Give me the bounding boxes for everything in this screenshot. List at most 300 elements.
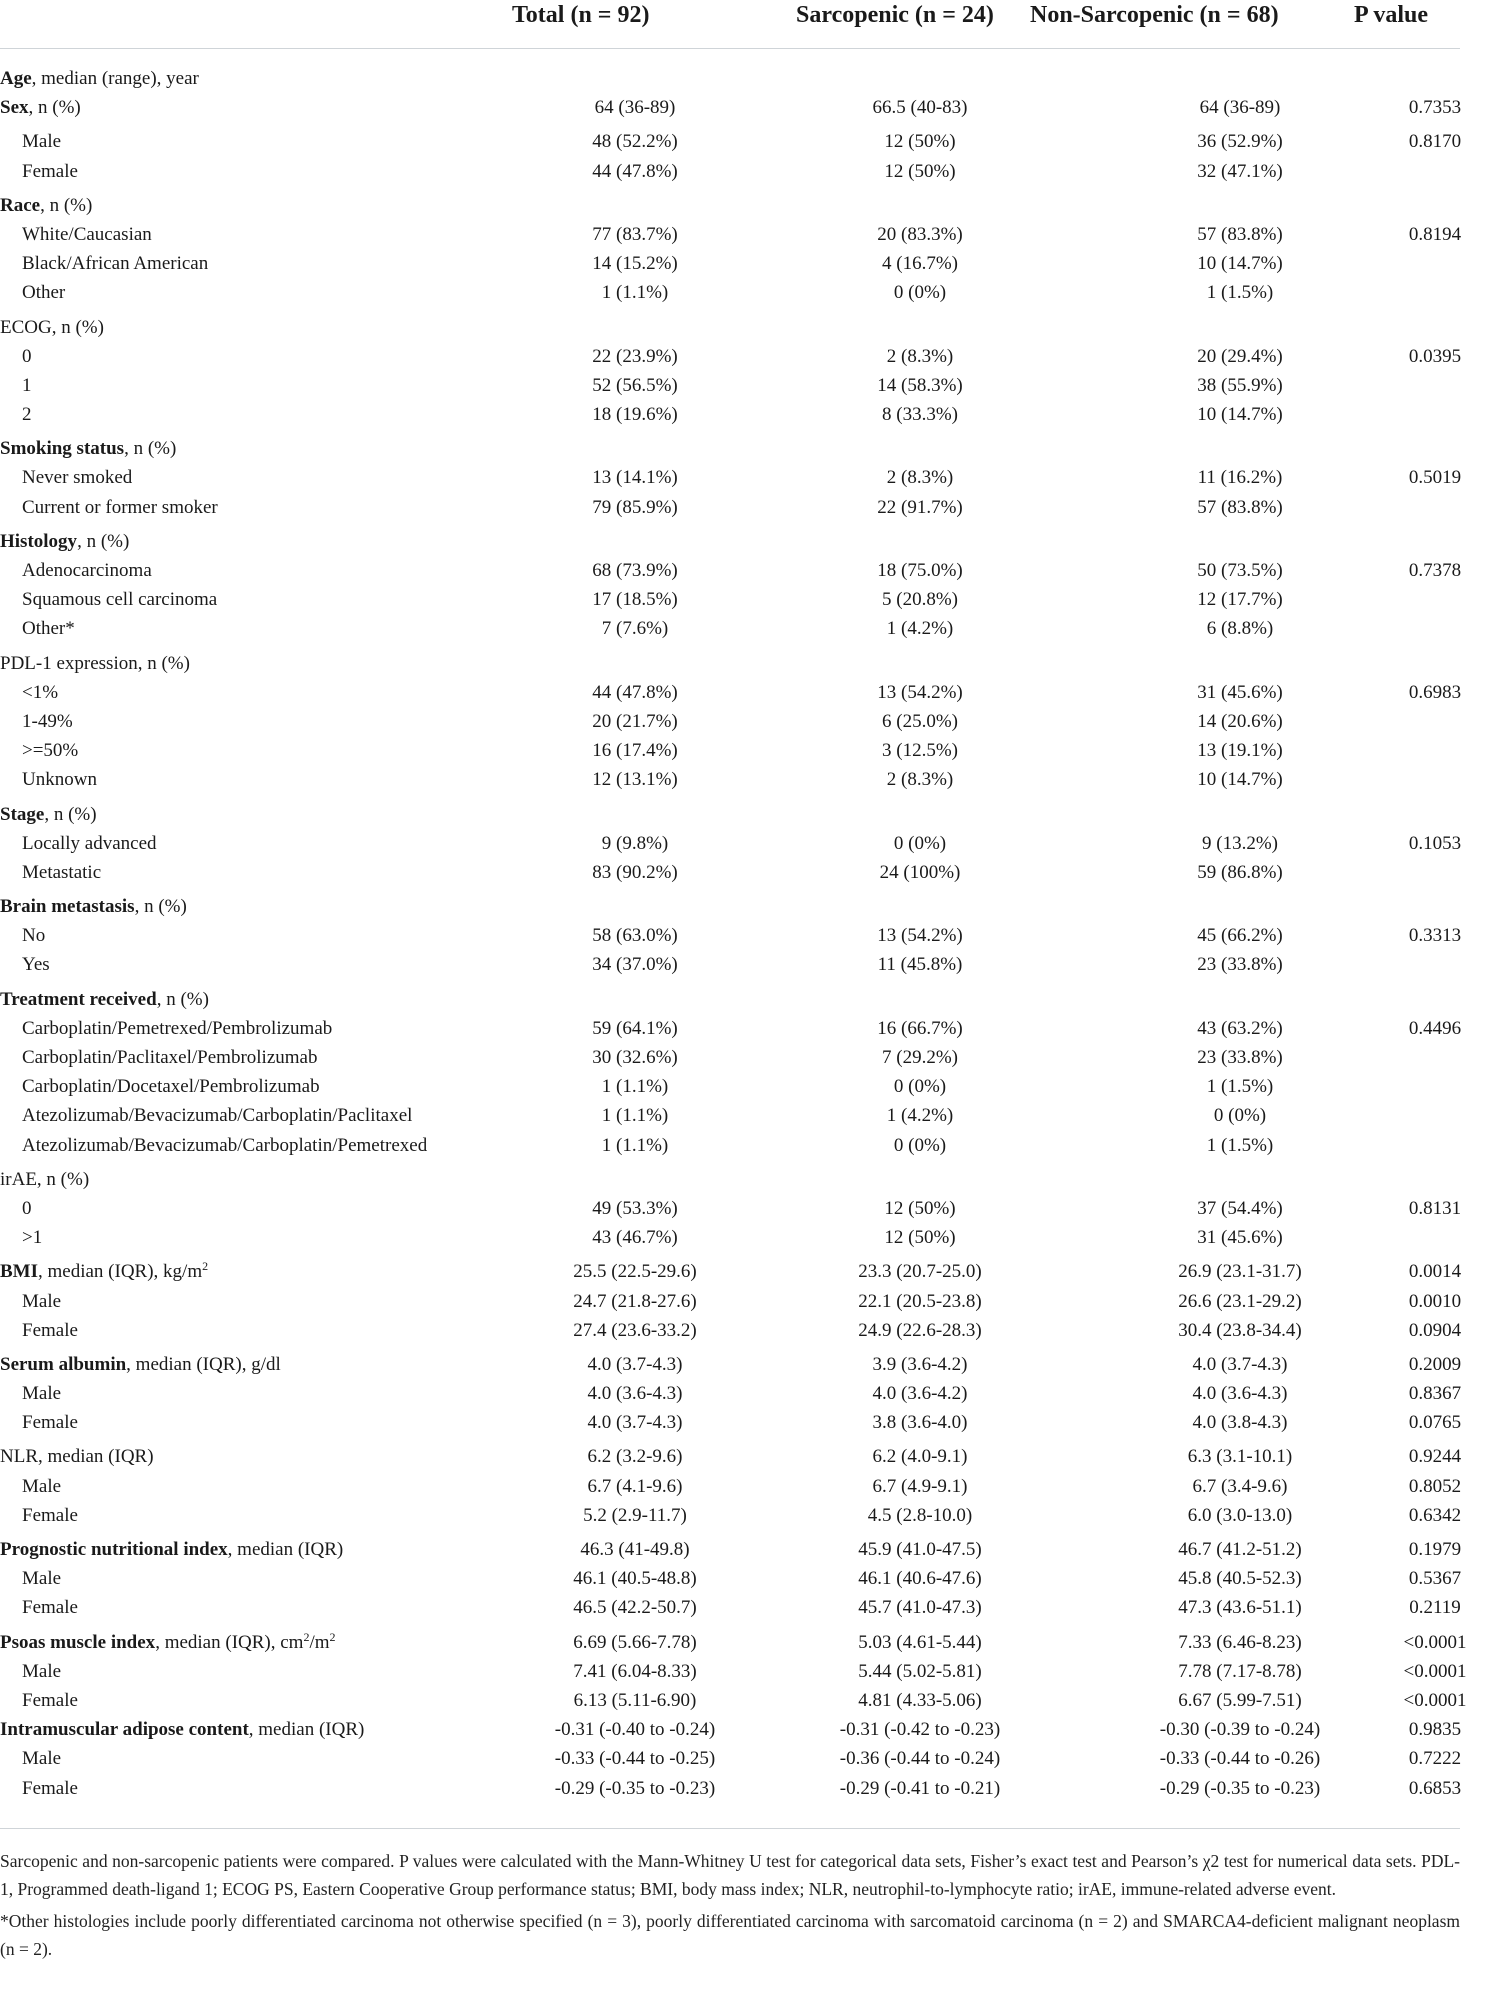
cell-non-sarcopenic: 38 (55.9%) (1197, 374, 1283, 396)
table-row (0, 400, 1460, 429)
cell-sarcopenic: 6 (25.0%) (882, 710, 958, 732)
cell-sarcopenic: 2 (8.3%) (886, 467, 954, 489)
cell-total: 49 (53.3%) (592, 1197, 678, 1219)
row-label-label-bold: Prognostic nutritional index (0, 1539, 228, 1560)
cell-sarcopenic: 12 (50%) (884, 1197, 956, 1219)
cell-sarcopenic: 2 (8.3%) (886, 345, 954, 367)
table-row (0, 157, 1460, 186)
row-label: Male (22, 1748, 62, 1770)
row-label: Male (22, 1475, 62, 1497)
row-label: Female (22, 1319, 78, 1341)
cell-sarcopenic: 8 (33.3%) (882, 404, 958, 426)
cell-total: 7 (7.6%) (601, 618, 669, 640)
table-row (0, 921, 1460, 950)
cell-p-value: 0.1053 (1408, 832, 1462, 854)
table-row (0, 1287, 1460, 1316)
cell-non-sarcopenic: 23 (33.8%) (1197, 1047, 1283, 1068)
row-group (0, 1442, 1460, 1530)
cell-total: 27.4 (23.6-33.2) (573, 1319, 697, 1341)
cell-non-sarcopenic: 26.6 (23.1-29.2) (1178, 1290, 1302, 1312)
row-label-label-bold: Brain metastasis (0, 896, 135, 918)
cell-sarcopenic: 4 (16.7%) (882, 253, 958, 275)
cell-total: 58 (63.0%) (592, 925, 678, 947)
table-row (0, 1072, 1460, 1101)
cell-sarcopenic: 4.0 (3.6-4.2) (872, 1383, 968, 1405)
cell-non-sarcopenic: 4.0 (3.7-4.3) (1192, 1353, 1288, 1375)
cell-sarcopenic: 0 (0%) (893, 1134, 947, 1156)
row-label-label-rest: PDL-1 expression, n (%) (0, 652, 190, 674)
row-label-label-rest: , n (%) (134, 896, 187, 918)
cell-non-sarcopenic: 6.0 (3.0-13.0) (1187, 1504, 1293, 1526)
row-label-label-rest: irAE, n (%) (0, 1168, 90, 1190)
row-label: >1 (22, 1227, 43, 1249)
cell-sarcopenic: 45.7 (41.0-47.3) (858, 1597, 982, 1619)
cell-sarcopenic: 0 (0%) (893, 282, 947, 304)
table-row (0, 313, 1460, 342)
cell-p-value: 0.7378 (1408, 560, 1462, 581)
row-label (0, 985, 600, 1014)
row-label: <1% (22, 681, 59, 703)
row-label-label-bold: Race (0, 194, 41, 216)
table-row (0, 858, 1460, 887)
cell-non-sarcopenic: 7.78 (7.17-8.78) (1178, 1660, 1302, 1682)
cell-p-value: 0.2119 (1409, 1597, 1461, 1619)
cell-non-sarcopenic: 47.3 (43.6-51.1) (1178, 1597, 1302, 1619)
cell-sarcopenic: 23.3 (20.7-25.0) (858, 1261, 982, 1283)
row-label-label-rest: , n (%) (124, 438, 177, 460)
row-label (0, 434, 600, 463)
cell-p-value: 0.8367 (1408, 1383, 1462, 1405)
cell-p-value: 0.6853 (1408, 1777, 1462, 1799)
row-label-label-rest: , median (IQR) (227, 1539, 344, 1560)
table-row (0, 1131, 1460, 1160)
row-label-label-rest: , median (IQR), cm (155, 1631, 304, 1653)
table-row (0, 1744, 1460, 1773)
cell-total: 79 (85.9%) (592, 496, 678, 518)
cell-sarcopenic: 45.9 (41.0-47.5) (858, 1539, 982, 1560)
cell-non-sarcopenic: 1 (1.5%) (1206, 282, 1274, 304)
row-label: Male (22, 1660, 62, 1682)
table-row (0, 1408, 1460, 1437)
table-row (0, 829, 1460, 858)
row-label: Female (22, 1597, 78, 1619)
row-label-label-rest: , median (IQR) (248, 1719, 365, 1741)
table-row (0, 1014, 1460, 1043)
cell-non-sarcopenic: 50 (73.5%) (1197, 560, 1283, 581)
cell-non-sarcopenic: 31 (45.6%) (1197, 681, 1283, 703)
row-label-label-bold: Age (0, 68, 32, 89)
cell-non-sarcopenic: -0.33 (-0.44 to -0.26) (1159, 1748, 1321, 1770)
cell-sarcopenic: 5.03 (4.61-5.44) (858, 1631, 982, 1653)
cell-sarcopenic: 12 (50%) (884, 1227, 956, 1249)
table-divider (0, 1828, 1460, 1829)
table-row (0, 463, 1460, 492)
cell-sarcopenic: 6.7 (4.9-9.1) (872, 1475, 968, 1497)
cell-non-sarcopenic: 4.0 (3.8-4.3) (1192, 1412, 1288, 1434)
table-row (0, 556, 1460, 585)
cell-p-value: 0.8194 (1408, 223, 1462, 245)
table-row (0, 1715, 1460, 1744)
cell-sarcopenic: 66.5 (40-83) (872, 97, 968, 119)
cell-sarcopenic: -0.31 (-0.42 to -0.23) (839, 1719, 1001, 1741)
cell-non-sarcopenic: -0.29 (-0.35 to -0.23) (1159, 1777, 1321, 1799)
cell-total: 44 (47.8%) (592, 681, 678, 703)
cell-total: 44 (47.8%) (592, 160, 678, 182)
row-label-label-bold: Treatment received (0, 988, 157, 1010)
row-label-label-rest: , n (%) (28, 97, 81, 119)
table-row (0, 736, 1460, 765)
row-group (0, 1165, 1460, 1253)
cell-non-sarcopenic: 6.3 (3.1-10.1) (1187, 1446, 1293, 1468)
cell-total: 24.7 (21.8-27.6) (573, 1290, 697, 1312)
cell-total: 7.41 (6.04-8.33) (573, 1660, 697, 1682)
row-label: 0 (22, 1197, 32, 1219)
cell-non-sarcopenic: 10 (14.7%) (1197, 769, 1283, 791)
cell-sarcopenic: 12 (50%) (884, 131, 956, 153)
cell-sarcopenic: 3.8 (3.6-4.0) (872, 1412, 968, 1434)
row-label-label-bold: Smoking status (0, 438, 125, 460)
cell-p-value: 0.5367 (1408, 1568, 1462, 1590)
table-body (0, 64, 1467, 1808)
cell-total: 20 (21.7%) (592, 710, 678, 732)
cell-non-sarcopenic: 46.7 (41.2-51.2) (1178, 1539, 1302, 1560)
row-label-label-bold: Serum albumin (0, 1353, 127, 1375)
cell-sarcopenic: 22 (91.7%) (877, 496, 963, 518)
cell-sarcopenic: 14 (58.3%) (877, 374, 963, 396)
cell-total: 48 (52.2%) (592, 131, 678, 153)
cell-total: 1 (1.1%) (601, 282, 669, 304)
row-label: Carboplatin/Pemetrexed/Pembrolizumab (22, 1017, 333, 1039)
cell-sarcopenic: 2 (8.3%) (886, 769, 954, 791)
row-label (0, 1165, 600, 1194)
row-group (0, 892, 1460, 980)
row-group (0, 434, 1460, 522)
cell-sarcopenic: 4.81 (4.33-5.06) (858, 1689, 982, 1711)
row-label-label-bold: Stage (0, 803, 45, 825)
table-row (0, 1316, 1460, 1345)
table-row (0, 950, 1460, 979)
table-row (0, 1628, 1467, 1657)
cell-total: 4.0 (3.6-4.3) (587, 1383, 683, 1405)
table-row (0, 1101, 1460, 1130)
table-row (0, 1501, 1460, 1530)
row-label: Locally advanced (22, 832, 157, 854)
cell-p-value: 0.0904 (1408, 1319, 1462, 1341)
cell-total: -0.33 (-0.44 to -0.25) (554, 1748, 716, 1770)
row-label: No (22, 925, 46, 947)
table-row (0, 649, 1460, 678)
cell-sarcopenic: 13 (54.2%) (877, 925, 963, 947)
row-label-label-rest: , n (%) (77, 530, 130, 552)
row-label-label-sup: 2 (202, 1259, 209, 1274)
cell-non-sarcopenic: 12 (17.7%) (1197, 589, 1283, 611)
cell-total: 1 (1.1%) (601, 1105, 669, 1127)
cell-total: 6.13 (5.11-6.90) (573, 1689, 697, 1711)
row-label-label-rest: , median (range), year (31, 68, 199, 89)
cell-non-sarcopenic: 64 (36-89) (1199, 97, 1281, 119)
cell-total: 22 (23.9%) (592, 345, 678, 367)
cell-p-value: 0.7222 (1408, 1748, 1462, 1770)
cell-total: 77 (83.7%) (592, 223, 678, 245)
table-row (0, 1194, 1460, 1223)
row-label (0, 191, 600, 220)
cell-total: 13 (14.1%) (592, 467, 678, 489)
cell-non-sarcopenic: 1 (1.5%) (1206, 1076, 1274, 1098)
row-label-label-bold: BMI (0, 1261, 38, 1283)
footnote-methods: Sarcopenic and non-sarcopenic patients were compared. P values were calculated with the Mann-Whitney U test for categorical data sets, Fisher’s exact test and Pearson’s χ2 test for numerical data sets. PDL-1, Programmed death-ligand 1; ECOG PS, Eastern Cooperative Group performance status; BMI, body mass index; NLR, neutrophil-to-lymphocyte ratio; irAE, immune-related adverse event. (0, 1851, 1460, 1899)
cell-total: -0.29 (-0.35 to -0.23) (554, 1777, 716, 1799)
table-row (0, 527, 1460, 556)
cell-non-sarcopenic: 57 (83.8%) (1197, 496, 1283, 518)
cell-p-value: 0.2009 (1408, 1353, 1462, 1375)
cell-sarcopenic: 3 (12.5%) (882, 740, 958, 762)
row-label-label-sup2: 2 (329, 1629, 336, 1644)
row-group (0, 985, 1460, 1160)
row-label: Yes (22, 954, 50, 976)
row-label: Atezolizumab/Bevacizumab/Carboplatin/Pemetrexed (22, 1134, 428, 1156)
cell-p-value: 0.0765 (1408, 1412, 1462, 1434)
row-label-label-bold: Intramuscular adipose content (0, 1719, 249, 1741)
cell-total: 83 (90.2%) (592, 861, 678, 883)
cell-total: 6.69 (5.66-7.78) (573, 1631, 697, 1653)
table-row (0, 1043, 1460, 1072)
table-row (0, 678, 1460, 707)
cell-p-value: 0.5019 (1408, 467, 1462, 489)
table-row (0, 892, 1460, 921)
row-label: Unknown (22, 769, 97, 791)
cell-total: 46.3 (41-49.8) (580, 1539, 690, 1560)
row-group (0, 191, 1460, 308)
cell-total: 6.2 (3.2-9.6) (587, 1446, 683, 1468)
cell-non-sarcopenic: 26.9 (23.1-31.7) (1178, 1261, 1302, 1283)
cell-p-value: 0.7353 (1408, 97, 1462, 119)
table-row (0, 614, 1460, 643)
cell-sarcopenic: 22.1 (20.5-23.8) (858, 1290, 982, 1312)
cell-p-value: 0.9835 (1408, 1719, 1462, 1741)
row-group (0, 1350, 1460, 1438)
cell-non-sarcopenic: 6 (8.8%) (1206, 618, 1274, 640)
cell-sarcopenic: 3.9 (3.6-4.2) (872, 1353, 968, 1375)
row-label: Adenocarcinoma (22, 560, 152, 581)
cell-non-sarcopenic: 59 (86.8%) (1197, 861, 1283, 883)
row-label-label-bold: Psoas muscle index (0, 1631, 156, 1653)
table-row (0, 278, 1460, 307)
cell-sarcopenic: 16 (66.7%) (877, 1017, 963, 1039)
cell-non-sarcopenic: 7.33 (6.46-8.23) (1178, 1631, 1302, 1653)
table-row (0, 1223, 1460, 1252)
cell-non-sarcopenic: 20 (29.4%) (1197, 345, 1283, 367)
table-row (0, 765, 1460, 794)
row-label: Squamous cell carcinoma (22, 589, 218, 611)
cell-sarcopenic: 46.1 (40.6-47.6) (858, 1568, 982, 1590)
row-label-label-rest: , median (IQR), kg/m (38, 1261, 203, 1283)
row-label: Male (22, 1290, 62, 1312)
row-group (0, 313, 1460, 430)
cell-non-sarcopenic: 45 (66.2%) (1197, 925, 1283, 947)
row-label: >=50% (22, 740, 79, 762)
cell-non-sarcopenic: 13 (19.1%) (1197, 740, 1283, 762)
cell-non-sarcopenic: 4.0 (3.6-4.3) (1192, 1383, 1288, 1405)
row-label (0, 649, 600, 678)
table-row (0, 1564, 1460, 1593)
table-row (0, 493, 1460, 522)
cell-total: 64 (36-89) (594, 97, 676, 119)
cell-sarcopenic: 5.44 (5.02-5.81) (858, 1660, 982, 1682)
row-group (0, 649, 1460, 795)
footnote-histology: *Other histologies include poorly differentiated carcinoma not otherwise specified (n = 3), poorly differentiated carcinoma with sarcomatoid carcinoma (n = 2) and SMARCA4-deficient malignant neoplasm (n = 2). (0, 1911, 1460, 1959)
cell-non-sarcopenic: 0 (0%) (1213, 1105, 1267, 1127)
table-row (0, 434, 1460, 463)
row-label: Female (22, 1504, 78, 1526)
cell-total: 34 (37.0%) (592, 954, 678, 976)
cell-sarcopenic: 11 (45.8%) (877, 954, 963, 976)
cell-p-value: 0.0014 (1408, 1261, 1462, 1283)
cell-total: 43 (46.7%) (592, 1227, 678, 1249)
cell-p-value: 0.8131 (1408, 1197, 1462, 1219)
cell-total: 17 (18.5%) (592, 589, 678, 611)
cell-p-value: 0.4496 (1408, 1017, 1462, 1039)
header-sarcopenic: Sarcopenic (n = 24) (796, 2, 994, 28)
row-label: Female (22, 1777, 78, 1799)
header-non-sarcopenic: Non-Sarcopenic (n = 68) (1030, 2, 1279, 28)
cell-non-sarcopenic: 9 (13.2%) (1202, 832, 1278, 854)
row-label: Black/African American (22, 253, 209, 275)
row-label-label-bold: Sex (0, 97, 29, 119)
cell-non-sarcopenic: 14 (20.6%) (1197, 710, 1283, 732)
row-label: Male (22, 1383, 62, 1405)
cell-non-sarcopenic: 36 (52.9%) (1197, 131, 1283, 153)
cell-total: 4.0 (3.7-4.3) (587, 1412, 683, 1434)
cell-sarcopenic: 0 (0%) (893, 1076, 947, 1098)
table-row (0, 1535, 1460, 1564)
cell-non-sarcopenic: 30.4 (23.8-34.4) (1178, 1319, 1302, 1341)
cell-total: 1 (1.1%) (601, 1134, 669, 1156)
table-row (0, 800, 1460, 829)
cell-p-value: 0.6342 (1408, 1504, 1462, 1526)
cell-sarcopenic: 13 (54.2%) (877, 681, 963, 703)
row-label: Carboplatin/Docetaxel/Pembrolizumab (22, 1076, 320, 1098)
cell-sarcopenic: 7 (29.2%) (882, 1047, 958, 1068)
cell-p-value: <0.0001 (1403, 1689, 1467, 1711)
table-row (0, 1686, 1467, 1715)
cell-sarcopenic: 0 (0%) (893, 832, 947, 854)
table-header (0, 0, 1460, 49)
row-group (0, 1257, 1460, 1345)
row-label: 2 (22, 404, 32, 426)
cell-p-value: 0.8170 (1408, 131, 1462, 153)
row-label: Carboplatin/Paclitaxel/Pembrolizumab (22, 1047, 318, 1068)
cell-p-value: 0.0010 (1408, 1290, 1462, 1312)
cell-sarcopenic: -0.29 (-0.41 to -0.21) (839, 1777, 1001, 1799)
cell-sarcopenic: 12 (50%) (884, 160, 956, 182)
table-row (0, 1379, 1460, 1408)
cell-p-value: 0.8052 (1408, 1475, 1462, 1497)
table-row (0, 1257, 1460, 1286)
row-group (0, 127, 1460, 185)
cell-non-sarcopenic: 31 (45.6%) (1197, 1227, 1283, 1249)
cell-non-sarcopenic: 11 (16.2%) (1197, 467, 1283, 489)
row-label-label-rest: , n (%) (44, 803, 97, 825)
table-row (0, 342, 1460, 371)
row-label: Female (22, 1689, 78, 1711)
cell-p-value: <0.0001 (1403, 1631, 1467, 1653)
cell-total: 46.5 (42.2-50.7) (573, 1597, 697, 1619)
table-row (0, 1593, 1460, 1622)
table-row (0, 93, 1460, 122)
cell-non-sarcopenic: 23 (33.8%) (1197, 954, 1283, 976)
cell-p-value: 0.9244 (1408, 1446, 1462, 1468)
cell-total: 14 (15.2%) (592, 253, 678, 275)
cell-total: 9 (9.8%) (601, 832, 669, 854)
cell-p-value: 0.3313 (1408, 925, 1462, 947)
row-group (0, 1628, 1467, 1803)
cell-p-value: 0.6983 (1408, 681, 1462, 703)
row-label: Male (22, 1568, 62, 1590)
row-label: Female (22, 160, 78, 182)
table-row (0, 127, 1460, 156)
row-group (0, 800, 1460, 888)
table-row (0, 985, 1460, 1014)
row-label (0, 800, 600, 829)
row-label: Female (22, 1412, 78, 1434)
row-label: Male (22, 131, 62, 153)
row-label-label-tail: /m (309, 1631, 330, 1653)
table-row (0, 191, 1460, 220)
cell-sarcopenic: 20 (83.3%) (877, 223, 963, 245)
header-total: Total (n = 92) (512, 2, 650, 28)
cell-non-sarcopenic: 6.67 (5.99-7.51) (1178, 1689, 1302, 1711)
table-row (0, 1657, 1467, 1686)
cell-non-sarcopenic: 10 (14.7%) (1197, 253, 1283, 275)
row-label (0, 892, 600, 921)
table-row (0, 1774, 1460, 1803)
row-label: White/Caucasian (22, 223, 152, 245)
cell-non-sarcopenic: 45.8 (40.5-52.3) (1178, 1568, 1302, 1590)
row-label: 1 (22, 374, 32, 396)
cell-non-sarcopenic: 10 (14.7%) (1197, 404, 1283, 426)
cell-sarcopenic: 1 (4.2%) (886, 1105, 954, 1127)
cell-sarcopenic: 4.5 (2.8-10.0) (867, 1504, 973, 1526)
cell-p-value: 0.1979 (1408, 1539, 1462, 1560)
cell-sarcopenic: 6.2 (4.0-9.1) (872, 1446, 968, 1468)
cell-non-sarcopenic: 32 (47.1%) (1197, 160, 1283, 182)
row-label: Other* (22, 618, 75, 640)
row-label: Current or former smoker (22, 496, 218, 518)
table-footnotes (0, 1847, 1460, 1967)
row-label: Never smoked (22, 467, 133, 489)
cell-sarcopenic: 1 (4.2%) (886, 618, 954, 640)
row-label: Metastatic (22, 861, 102, 883)
cell-total: 16 (17.4%) (592, 740, 678, 762)
cell-non-sarcopenic: 43 (63.2%) (1197, 1017, 1283, 1039)
cell-total: 12 (13.1%) (592, 769, 678, 791)
row-group (0, 527, 1460, 644)
row-group (0, 1535, 1460, 1623)
cell-p-value: 0.0395 (1408, 345, 1462, 367)
cell-total: 46.1 (40.5-48.8) (573, 1568, 697, 1590)
row-label (0, 64, 600, 93)
row-label: 0 (22, 345, 32, 367)
cell-total: -0.31 (-0.40 to -0.24) (554, 1719, 716, 1741)
table-row (0, 1165, 1460, 1194)
row-label-label-rest: NLR, median (IQR) (0, 1446, 154, 1468)
table-row (0, 1472, 1460, 1501)
cell-sarcopenic: 24.9 (22.6-28.3) (858, 1319, 982, 1341)
cell-total: 30 (32.6%) (592, 1047, 678, 1068)
table-row (0, 371, 1460, 400)
row-label-label-rest: , median (IQR), g/dl (126, 1353, 281, 1375)
cell-total: 5.2 (2.9-11.7) (583, 1504, 687, 1526)
